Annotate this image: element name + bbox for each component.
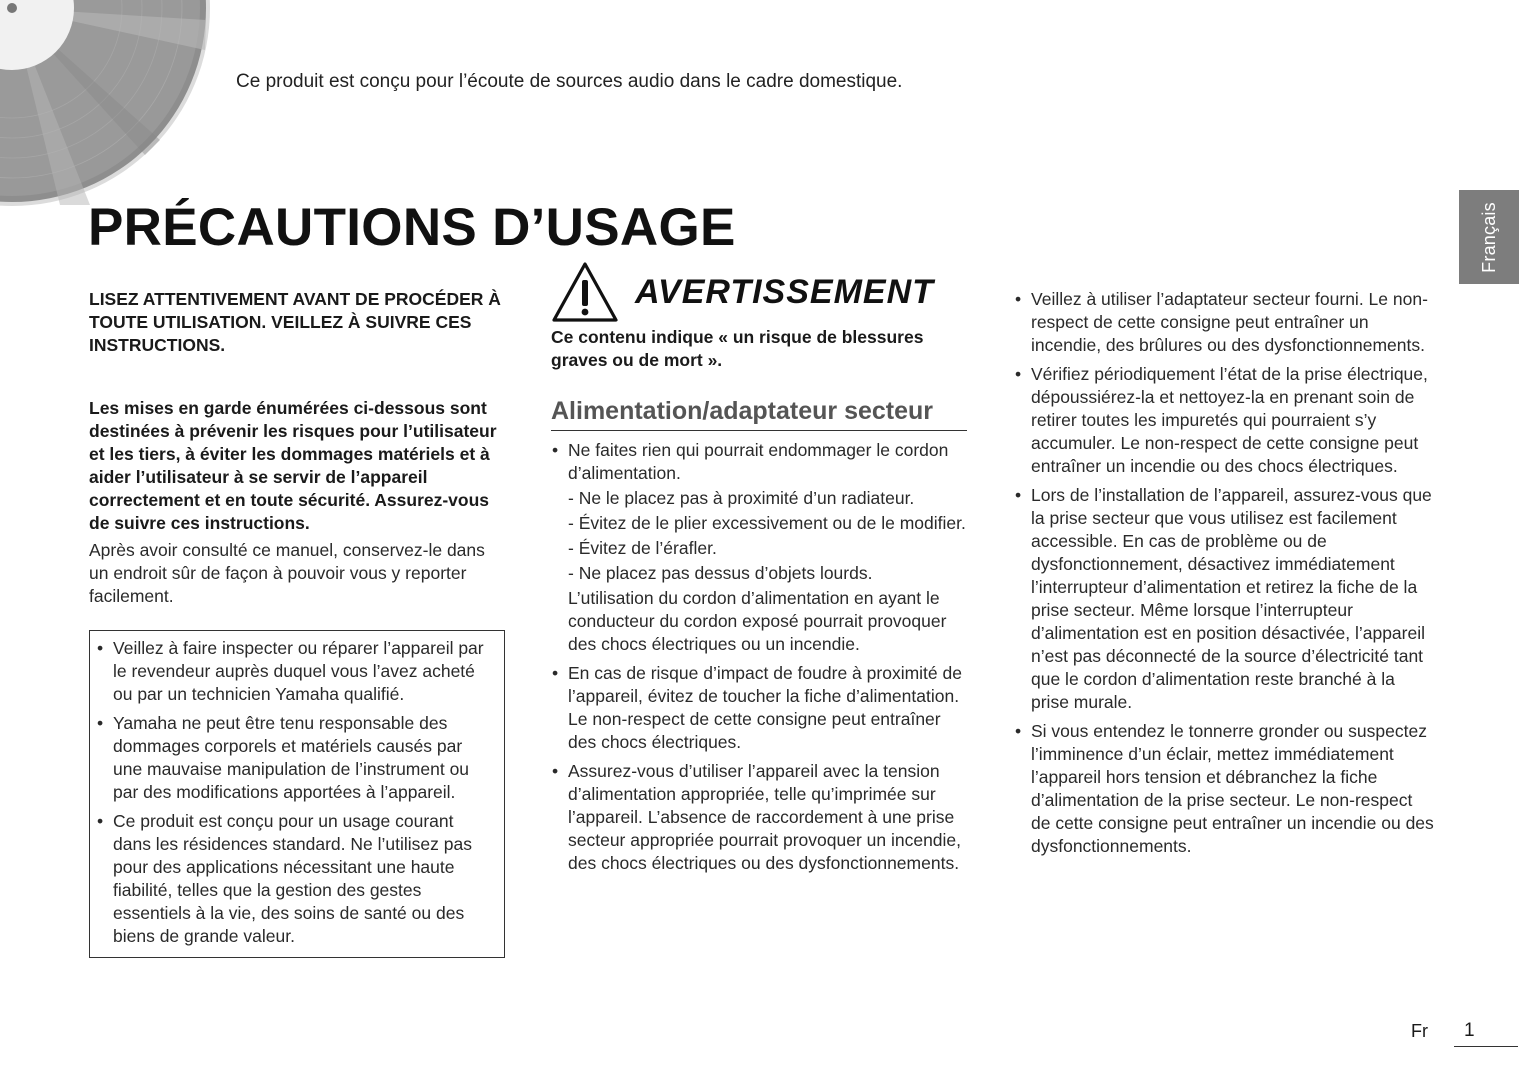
left-column: [89, 288, 507, 958]
warning-triangle-icon: [551, 260, 619, 324]
list-item-text: Ne faites rien qui pourrait endommager le cordon d’alimentation.: [568, 440, 949, 483]
page-title: PRÉCAUTIONS D’USAGE: [88, 198, 736, 257]
footer-language: Fr: [1411, 1021, 1428, 1041]
list-item: [551, 439, 971, 656]
list-item-consequence: L’utilisation du cordon d’alimentation en ayant le conducteur du cordon exposé pourrait provoquer des chocs électriques ou un incendie.: [568, 588, 947, 654]
notice-list: [96, 637, 492, 948]
intro-text: Ce produit est conçu pour l’écoute de sources audio dans le cadre domestique.: [236, 71, 903, 92]
section-title: Alimentation/adaptateur secteur: [551, 400, 967, 431]
precautions-intro: Les mises en garde énumérées ci-dessous sont destinées à prévenir les risques pour l’utilisateur et les tiers, à éviter les dommages matériels et à aider l’utilisateur à se servir de l’appareil correctement et en toute sécurité. Assurez-vous de suivre ces instructions.: [89, 398, 497, 533]
language-tab-label: Français: [1478, 201, 1499, 273]
list-item: • Lors de l’installation de l’appareil, assurez-vous que la prise secteur que vous utilisez est facilement accessible. En cas de problème ou de dysfonctionnement, désactivez immédiatement l’interrupteur d’alimentation et retirez la fiche de la prise secteur. Même lorsque l’interrupteur d’alimentation est en position désactivée, l’appareil n’est pas déconnecté de la source d’électricité tant que le cordon d’alimentation reste branché à la prise murale.: [1014, 484, 1434, 714]
list-item: • Vérifiez périodiquement l’état de la prise électrique, dépoussiérez-la et nettoyez-la en prenant soin de retirer toutes les impuretés qui pourraient s’y accumuler. Le non-respect de cette consigne peut entraîner un incendie ou des chocs électriques.: [1014, 363, 1434, 478]
sub-list-item: - Évitez de l’érafler.: [568, 538, 717, 558]
warning-title: AVERTISSEMENT: [635, 272, 934, 311]
sub-list: [568, 487, 971, 585]
page-number: 1: [1454, 1020, 1518, 1047]
warning-header: [551, 258, 971, 326]
language-tab: [1459, 190, 1519, 284]
right-column: [1014, 288, 1434, 864]
sub-list-item: - Ne le placez pas à proximité d’un radiateur.: [568, 488, 915, 508]
record-disc-illustration: [0, 0, 240, 215]
list-item: • Assurez-vous d’utiliser l’appareil avec la tension d’alimentation appropriée, telle qu’imprimée sur l’appareil. L’absence de raccordement à une prise secteur appropriée pourrait provoquer un incendie, des chocs électriques ou des dysfonctionnements.: [551, 760, 971, 875]
middle-column: [551, 258, 971, 875]
list-item: • Si vous entendez le tonnerre gronder ou suspectez l’imminence d’un éclair, mettez immédiatement l’appareil hors tension et débranchez la fiche d’alimentation de la prise secteur. Le non-respect de cette consigne peut entraîner un incendie ou des dysfonctionnements.: [1014, 720, 1434, 858]
keep-manual-note: Après avoir consulté ce manuel, conservez-le dans un endroit sûr de façon à pouvoir vous y reporter facilement.: [89, 540, 485, 606]
list-item: • En cas de risque d’impact de foudre à proximité de l’appareil, évitez de toucher la fiche d’alimentation. Le non-respect de cette consigne peut entraîner des chocs électriques.: [551, 662, 971, 754]
list-item: • Ce produit est conçu pour un usage courant dans les résidences standard. Ne l’utilisez pas pour des applications nécessitant une haute fiabilité, telles que la gestion des gestes essentiels à la vie, des soins de santé ou des biens de grande valeur.: [96, 810, 492, 948]
sub-list-item: - Ne placez pas dessus d’objets lourds.: [568, 563, 873, 583]
safety-list: [1014, 288, 1434, 858]
power-list: [551, 439, 971, 875]
warning-subtitle: Ce contenu indique « un risque de blessures graves ou de mort ».: [551, 327, 924, 370]
list-item: • Veillez à faire inspecter ou réparer l’appareil par le revendeur auprès duquel vous l’avez acheté ou par un technicien Yamaha qualifié.: [96, 637, 492, 706]
read-carefully-notice: LISEZ ATTENTIVEMENT AVANT DE PROCÉDER À TOUTE UTILISATION. VEILLEZ À SUIVRE CES INSTRUCTIONS.: [89, 289, 501, 355]
list-item: • Yamaha ne peut être tenu responsable des dommages corporels et matériels causés par une mauvaise manipulation de l’instrument ou par des modifications apportées à l’appareil.: [96, 712, 492, 804]
list-item: • Veillez à utiliser l’adaptateur secteur fourni. Le non-respect de cette consigne peut entraîner un incendie, des brûlures ou des dysfonctionnements.: [1014, 288, 1434, 357]
notice-box: [89, 630, 505, 958]
sub-list-item: - Évitez de le plier excessivement ou de le modifier.: [568, 513, 966, 533]
